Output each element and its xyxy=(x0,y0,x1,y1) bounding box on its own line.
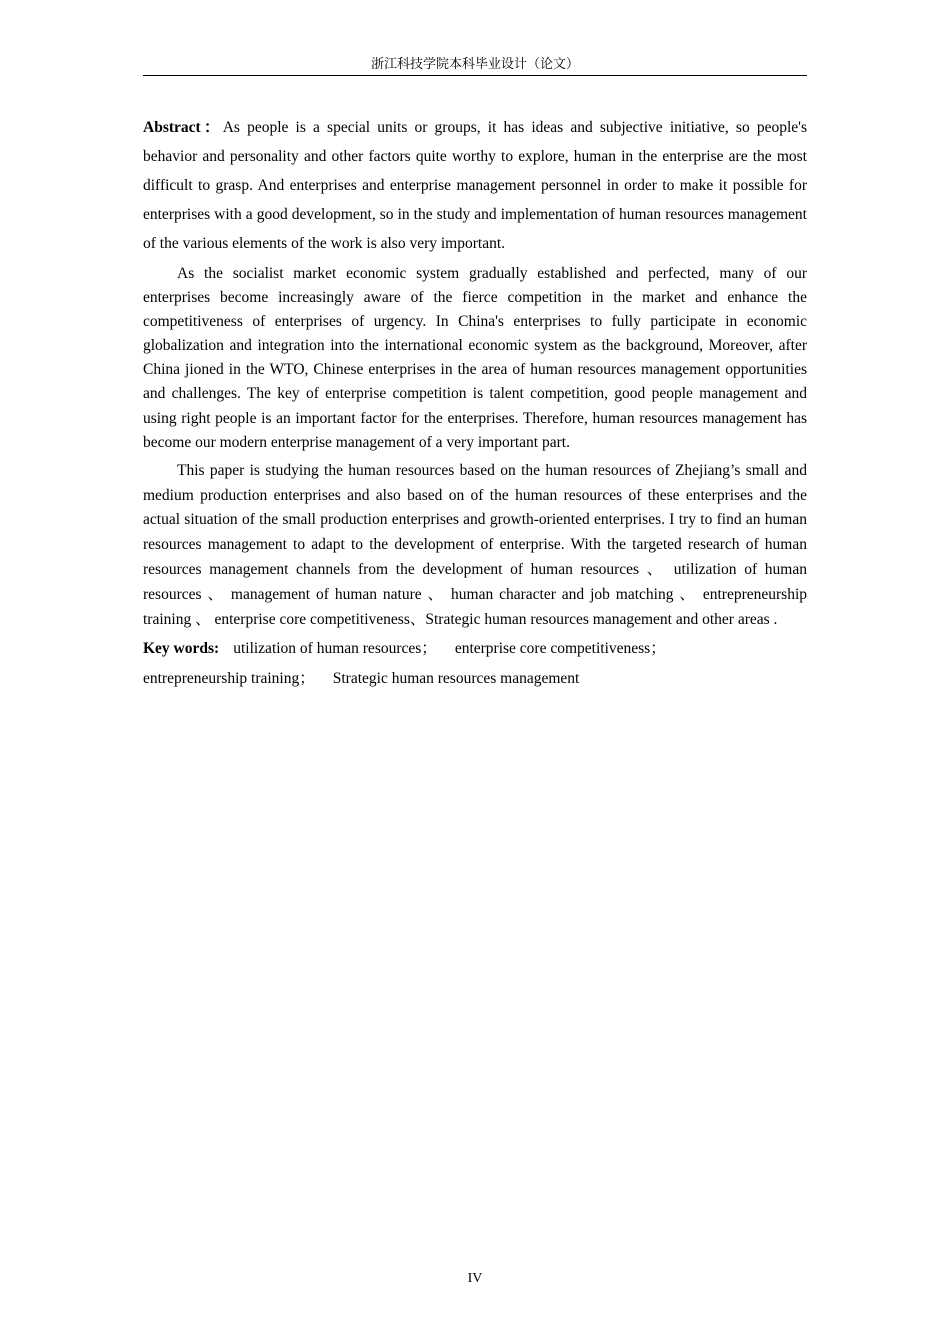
page-header xyxy=(143,56,807,76)
keyword-item: entrepreneurship training； xyxy=(143,670,315,688)
header-title: 浙江科技学院本科毕业设计（论文） xyxy=(370,57,579,72)
abstract-label: Abstract： xyxy=(143,119,223,136)
document-body xyxy=(143,113,807,694)
body-paragraph-1: As the socialist market economic system gradually established and perfected, many of our enterprises become increasingly aware of the fierce competition in the market and enhance the competitiveness of enterprises of urgency. In China's enterprises to fully participate in economic globalization and integration into the international economic system as the background, Moreover, after China jioned in the WTO, Chinese enterprises in the area of human resources management opportunities and challenges. The key of enterprise competition is talent competition, good people management and using right people is an important factor for the enterprises. Therefore, human resources management has become our modern enterprise management of a very important part. xyxy=(143,265,807,451)
keyword-item: enterprise core competitiveness； xyxy=(454,640,666,658)
keywords-section xyxy=(143,634,807,694)
abstract-paragraph xyxy=(143,113,807,258)
keyword-item: utilization of human resources； xyxy=(233,640,437,658)
abstract-text: As people is a special units or groups, it has ideas and subjective initiative, so people's behavior and personality and other factors quite worthy to explore, human in the enterprise are the most difficult to grasp. And enterprises and enterprise management personnel in order to make it possible for enterprises with a good development, so in the study and implementation of human resources management of the various elements of the work is also very important. xyxy=(143,119,807,252)
body-paragraph-2: This paper is studying the human resources based on the human resources of Zhejiang’s small and medium production enterprises and also based on of the human resources of these enterprises and the actual situation of the small production enterprises and growth-oriented enterprises. I try to find an human resources management to adapt to the development of enterprise. With the targeted research of human resources management channels from the development of human resources 、 utilization of human resources 、 management of human nature 、 human character and job matching 、 entrepreneurship training 、 enterprise core competitiveness、Strategic human resources management and other areas . xyxy=(143,461,807,628)
page-number: IV xyxy=(467,1271,483,1286)
keyword-item: Strategic human resources management xyxy=(332,670,580,688)
keywords-label: Key words: xyxy=(143,640,220,658)
page-footer xyxy=(0,1270,950,1288)
